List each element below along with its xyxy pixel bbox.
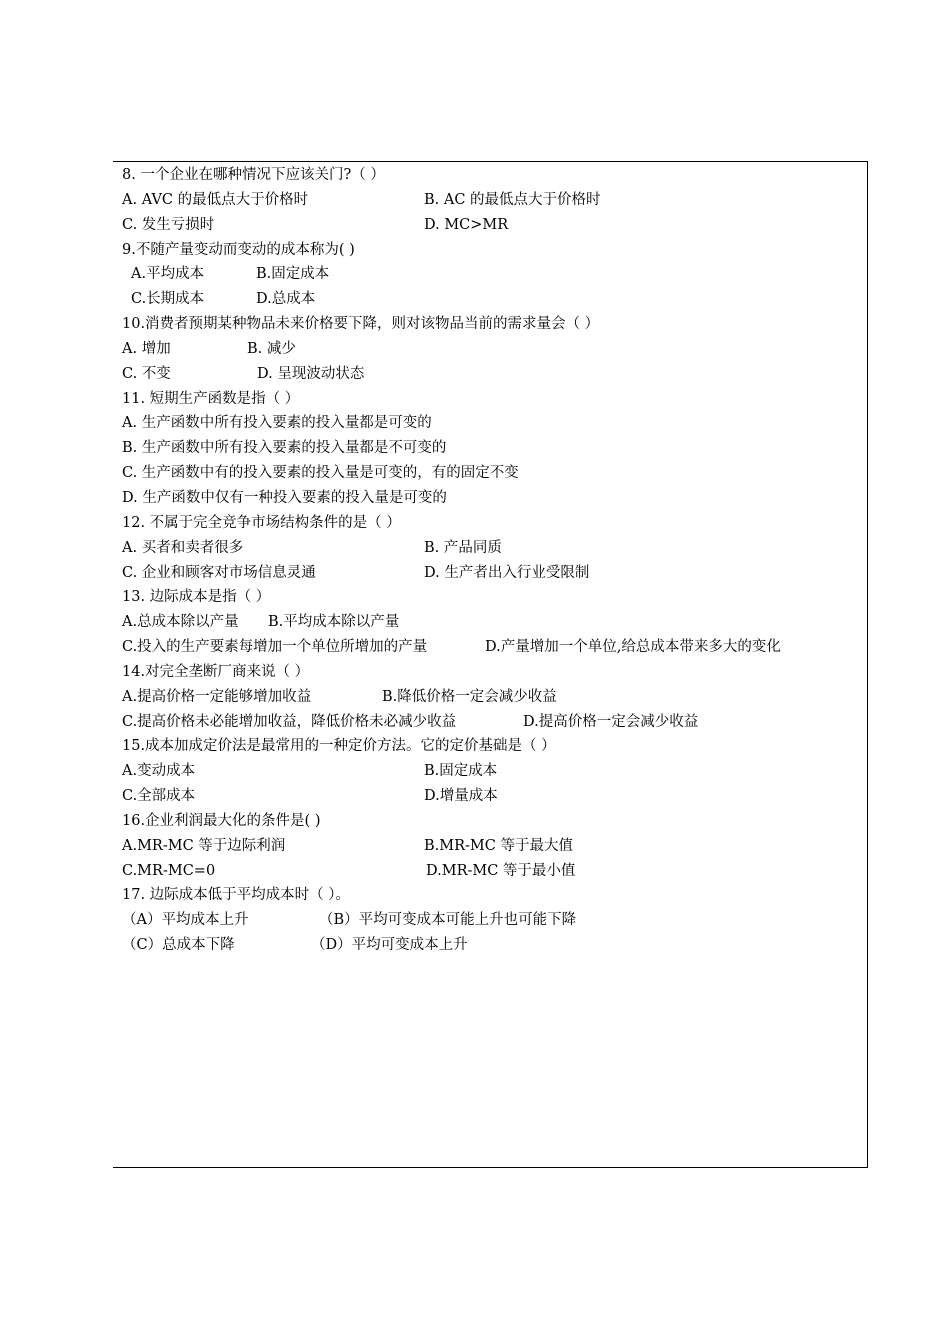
text-line <box>122 163 862 188</box>
text-line <box>122 610 862 635</box>
line-text: C.全部成本 <box>122 788 196 805</box>
option-text: D.提高价格一定会减少收益 <box>523 713 699 730</box>
option-text: B. AC 的最低点大于价格时 <box>424 191 601 208</box>
line-text: C.MR-MC=0 <box>122 862 216 879</box>
text-line <box>122 834 862 859</box>
line-text: C. 发生亏损时 <box>122 216 215 233</box>
option-text: D.产量增加一个单位,给总成本带来多大的变化 <box>485 639 781 656</box>
text-line <box>122 585 862 610</box>
line-text: 16.企业利润最大化的条件是( ) <box>122 812 321 829</box>
option-text: B.固定成本 <box>256 266 330 283</box>
line-text: A.总成本除以产量 <box>122 614 239 631</box>
text-line <box>122 710 862 735</box>
line-text: 8. 一个企业在哪种情况下应该关门?（ ） <box>122 167 385 183</box>
text-line <box>122 908 862 933</box>
line-text: A. AVC 的最低点大于价格时 <box>122 191 309 208</box>
option-text: B.固定成本 <box>424 763 498 780</box>
text-line <box>122 734 862 759</box>
line-text: 14.对完全垄断厂商来说（ ） <box>122 663 310 680</box>
line-text: 10.消费者预期某种物品未来价格要下降，则对该物品当前的需求量会（ ） <box>122 316 600 333</box>
option-text: B.平均成本除以产量 <box>268 614 400 631</box>
option-text: （B）平均可变成本可能上升也可能下降 <box>319 912 577 929</box>
option-text: B.MR-MC 等于最大值 <box>424 837 573 854</box>
text-line <box>122 486 862 511</box>
line-text: （A）平均成本上升 <box>122 912 249 929</box>
option-text: （D）平均可变成本上升 <box>311 937 468 954</box>
option-text: D. 生产者出入行业受限制 <box>424 564 590 581</box>
question-list <box>122 163 862 958</box>
line-text: C. 不变 <box>122 365 171 382</box>
line-text: A.提高价格一定能够增加收益 <box>122 688 312 705</box>
line-text: C. 生产函数中有的投入要素的投入量是可变的，有的固定不变 <box>122 465 519 482</box>
text-line <box>122 337 862 362</box>
option-text: D. MC>MR <box>424 216 509 233</box>
text-line <box>122 933 862 958</box>
line-text: A.变动成本 <box>122 763 196 780</box>
line-text: C.投入的生产要素每增加一个单位所增加的产量 <box>122 639 428 656</box>
line-text: 12. 不属于完全竞争市场结构条件的是（ ） <box>122 514 401 531</box>
option-text: D.MR-MC 等于最小值 <box>426 862 576 879</box>
text-line <box>122 660 862 685</box>
line-text: A. 买者和卖者很多 <box>122 539 244 556</box>
option-text: B. 减少 <box>247 340 296 357</box>
line-text: 15.成本加成定价法是最常用的一种定价方法。它的定价基础是（ ） <box>122 738 556 755</box>
text-line <box>122 536 862 561</box>
text-line <box>122 213 862 238</box>
text-line <box>122 238 862 263</box>
text-line <box>122 287 862 312</box>
text-line <box>122 312 862 337</box>
text-line <box>122 188 862 213</box>
text-line <box>122 561 862 586</box>
line-text: B. 生产函数中所有投入要素的投入量都是不可变的 <box>122 440 447 457</box>
line-text: A.平均成本 <box>131 266 205 283</box>
text-line <box>122 635 862 660</box>
text-line <box>122 784 862 809</box>
option-text: D.增量成本 <box>424 788 498 805</box>
text-line <box>122 883 862 908</box>
line-text: 9.不随产量变动而变动的成本称为( ) <box>122 241 355 258</box>
line-text: C. 企业和顾客对市场信息灵通 <box>122 564 316 581</box>
line-text: A. 生产函数中所有投入要素的投入量都是可变的 <box>122 415 432 432</box>
line-text: 17. 边际成本低于平均成本时（ ）。 <box>122 887 351 904</box>
line-text: A. 增加 <box>122 340 171 357</box>
text-line <box>122 685 862 710</box>
text-line <box>122 859 862 884</box>
text-line <box>122 511 862 536</box>
line-text: A.MR-MC 等于边际利润 <box>122 837 286 854</box>
option-text: B. 产品同质 <box>424 539 502 556</box>
text-line <box>122 411 862 436</box>
line-text: C.长期成本 <box>131 291 205 308</box>
option-text: D.总成本 <box>256 291 316 308</box>
line-text: D. 生产函数中仅有一种投入要素的投入量是可变的 <box>122 489 447 506</box>
line-text: （C）总成本下降 <box>122 937 235 954</box>
text-line <box>122 387 862 412</box>
line-text: C.提高价格未必能增加收益，降低价格未必减少收益 <box>122 713 457 730</box>
text-line <box>122 461 862 486</box>
text-line <box>122 809 862 834</box>
text-line <box>122 436 862 461</box>
text-line <box>122 759 862 784</box>
text-line <box>122 262 862 287</box>
line-text: 13. 边际成本是指（ ） <box>122 589 271 606</box>
option-text: B.降低价格一定会减少收益 <box>382 688 557 705</box>
line-text: 11. 短期生产函数是指（ ） <box>122 390 300 407</box>
option-text: D. 呈现波动状态 <box>257 365 365 382</box>
text-line <box>122 362 862 387</box>
